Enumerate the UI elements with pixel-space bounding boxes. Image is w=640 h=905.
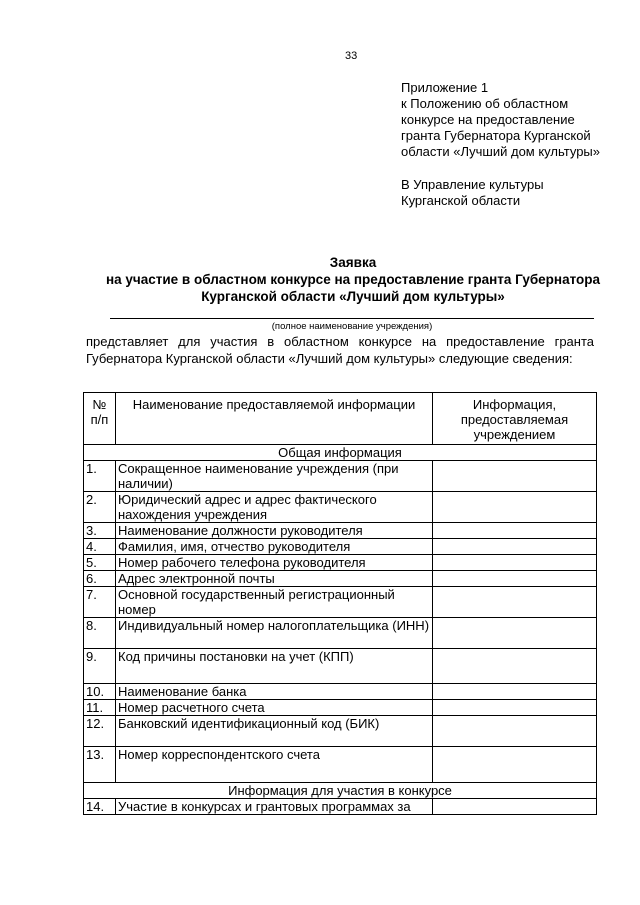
- table-row: [84, 587, 597, 618]
- row-value-cell[interactable]: [433, 571, 597, 587]
- row-name: Основной государственный регистрационный номер: [116, 587, 433, 618]
- row-number: 3.: [84, 523, 116, 539]
- appendix-line: Приложение 1: [401, 80, 489, 95]
- row-number: 8.: [84, 618, 116, 649]
- row-number: 2.: [84, 492, 116, 523]
- intro-paragraph: [86, 333, 594, 367]
- row-name: Наименование должности руководителя: [116, 523, 433, 539]
- title-line: Заявка: [329, 255, 377, 270]
- row-name: Код причины постановки на учет (КПП): [116, 649, 433, 684]
- row-number: 9.: [84, 649, 116, 684]
- table-row: [84, 747, 597, 783]
- row-name: Индивидуальный номер налогоплательщика (ИНН): [116, 618, 433, 649]
- row-number: 12.: [84, 716, 116, 747]
- row-number: 14.: [84, 799, 116, 815]
- section-title: Информация для участия в конкурсе: [84, 783, 597, 799]
- row-value-cell[interactable]: [433, 716, 597, 747]
- institution-name-caption: (полное наименование учреждения): [271, 321, 433, 332]
- row-value-cell[interactable]: [433, 461, 597, 492]
- row-number: 7.: [84, 587, 116, 618]
- row-name: Наименование банка: [116, 684, 433, 700]
- row-number: 5.: [84, 555, 116, 571]
- row-name: Адрес электронной почты: [116, 571, 433, 587]
- row-name: Сокращенное наименование учреждения (при наличии): [116, 461, 433, 492]
- header-num: № п/п: [84, 393, 116, 445]
- row-value-cell[interactable]: [433, 618, 597, 649]
- intro-line: Губернатора Курганской области «Лучший дом культуры» следующие сведения:: [86, 351, 573, 366]
- row-number: 10.: [84, 684, 116, 700]
- appendix-line: области «Лучший дом культуры»: [401, 144, 600, 159]
- table-row: [84, 461, 597, 492]
- section-row: [84, 783, 597, 799]
- title-line: Курганской области «Лучший дом культуры»: [201, 289, 505, 304]
- row-name: Номер расчетного счета: [116, 700, 433, 716]
- row-value-cell[interactable]: [433, 684, 597, 700]
- addressee-line: В Управление культуры: [401, 177, 544, 192]
- row-value-cell[interactable]: [433, 649, 597, 684]
- row-number: 1.: [84, 461, 116, 492]
- row-name: Фамилия, имя, отчество руководителя: [116, 539, 433, 555]
- table-row: [84, 799, 597, 815]
- title-line: на участие в областном конкурсе на предоставление гранта Губернатора: [105, 272, 601, 287]
- row-value-cell[interactable]: [433, 747, 597, 783]
- table-row: [84, 523, 597, 539]
- appendix-note: [401, 80, 600, 160]
- page-number: 33: [345, 50, 358, 62]
- appendix-line: конкурсе на предоставление: [401, 112, 575, 127]
- addressee-line: Курганской области: [401, 193, 521, 208]
- table-row: [84, 649, 597, 684]
- row-value-cell[interactable]: [433, 799, 597, 815]
- appendix-line: гранта Губернатора Курганской: [401, 128, 591, 143]
- appendix-line: к Положению об областном: [401, 96, 569, 111]
- table-row: [84, 539, 597, 555]
- row-value-cell[interactable]: [433, 587, 597, 618]
- row-value-cell[interactable]: [433, 555, 597, 571]
- row-name: Номер рабочего телефона руководителя: [116, 555, 433, 571]
- row-value-cell[interactable]: [433, 539, 597, 555]
- document-title: [88, 254, 618, 305]
- table-row: [84, 492, 597, 523]
- row-number: 11.: [84, 700, 116, 716]
- application-table: [83, 392, 597, 815]
- row-name: Номер корреспондентского счета: [116, 747, 433, 783]
- row-number: 6.: [84, 571, 116, 587]
- intro-line: представляет для участия в областном конкурсе на предоставление гранта: [86, 334, 594, 349]
- table-row: [84, 684, 597, 700]
- row-name: Банковский идентификационный код (БИК): [116, 716, 433, 747]
- institution-name-blank: [110, 318, 594, 319]
- row-number: 4.: [84, 539, 116, 555]
- table-header-row: [84, 393, 597, 445]
- section-title: Общая информация: [84, 445, 597, 461]
- row-name: Участие в конкурсах и грантовых программах за: [116, 799, 433, 815]
- table-row: [84, 571, 597, 587]
- section-row: [84, 445, 597, 461]
- table-row: [84, 716, 597, 747]
- header-name: Наименование предоставляемой информации: [116, 393, 433, 445]
- table-row: [84, 700, 597, 716]
- row-value-cell[interactable]: [433, 700, 597, 716]
- addressee: [401, 177, 544, 209]
- row-value-cell[interactable]: [433, 523, 597, 539]
- table-row: [84, 555, 597, 571]
- row-number: 13.: [84, 747, 116, 783]
- header-info: Информация, предоставляемая учреждением: [433, 393, 597, 445]
- table-row: [84, 618, 597, 649]
- row-name: Юридический адрес и адрес фактического нахождения учреждения: [116, 492, 433, 523]
- row-value-cell[interactable]: [433, 492, 597, 523]
